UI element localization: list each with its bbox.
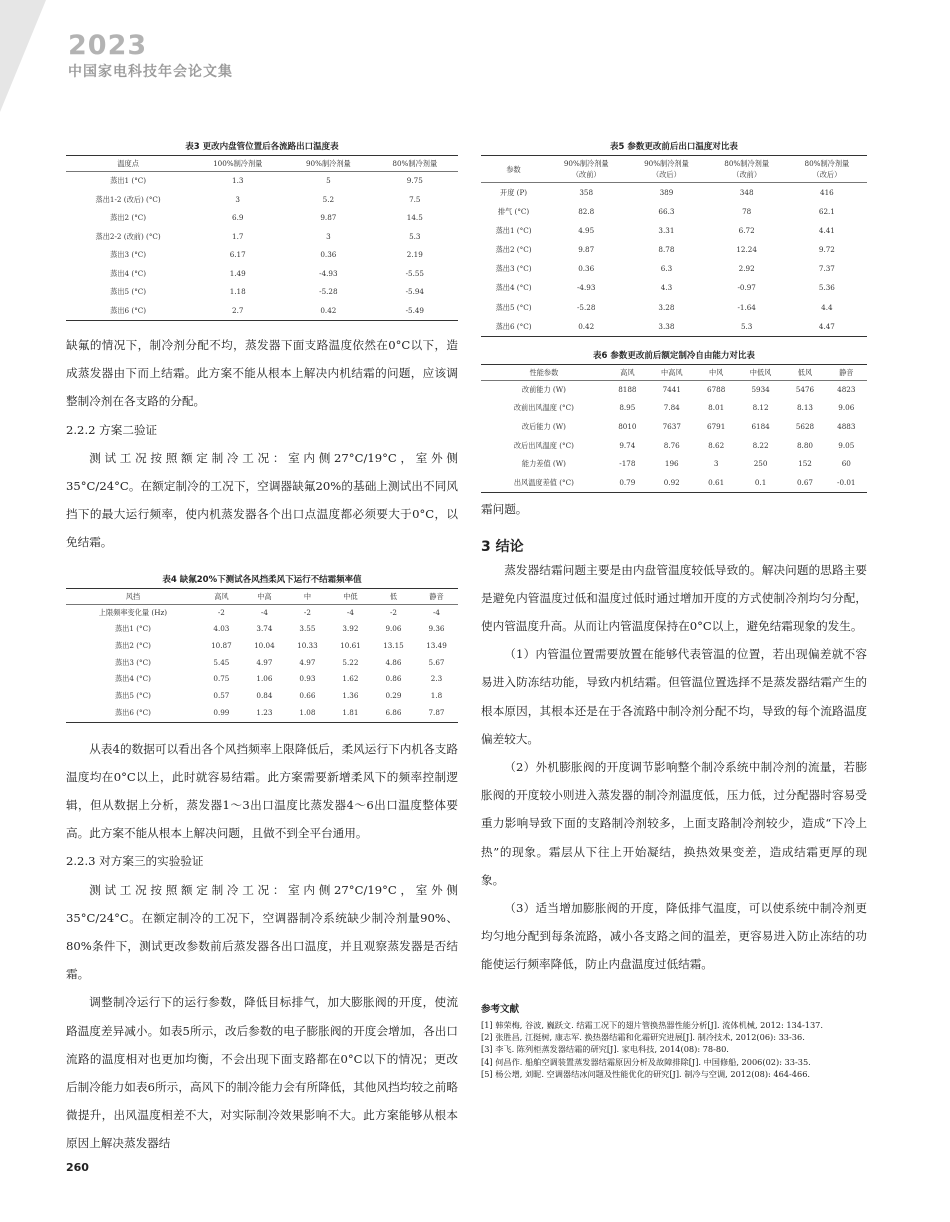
table-header-cell: 低 bbox=[372, 588, 415, 604]
table-header-cell: 80%制冷剂量 （改前） bbox=[707, 156, 787, 183]
table-cell: 3.38 bbox=[626, 317, 706, 337]
table-header-cell: 高风 bbox=[607, 364, 648, 380]
table-cell: 3 bbox=[326, 231, 331, 241]
table-cell: 0.36 bbox=[320, 250, 337, 259]
paragraph: 测试工况按照额定制冷工况：室内侧27°C/19°C，室外侧35°C/24°C。在额定制冷的工况下，空调器缺氟20%的基础上测试出不同风挡下的最大运行频率，使内机蒸发器各个出口点温度都必须要大于0°C，以免结霜。 bbox=[66, 450, 458, 550]
heading-2-2-2: 2.2.2 方案二验证 bbox=[66, 422, 158, 437]
table-cell: 8.01 bbox=[708, 403, 725, 413]
table-header-cell: 温度点 bbox=[66, 156, 190, 172]
paragraph: （3）适当增加膨胀阀的开度，降低排气温度，可以使系统中制冷剂更均匀地分配到每条流路，减小各支路之间的温差，更容易进入防止冻结的功能使运行频率降低，防止内盘温度过低结霜。 bbox=[481, 900, 867, 972]
table-row bbox=[66, 671, 458, 688]
table-cell: 6.9 bbox=[232, 213, 244, 222]
reference-item: [3] 李飞. 陈列柜蒸发器结霜的研究[J]. 家电科技, 2014(08): 78-80. bbox=[481, 1044, 729, 1055]
table-cell: 6.17 bbox=[229, 250, 246, 259]
table-cell: 蒸出1 (°C) bbox=[495, 226, 532, 236]
table-cell: -0.97 bbox=[737, 283, 756, 293]
table-cell: 8.13 bbox=[796, 403, 813, 413]
table-header-cell: 80%制冷剂量 bbox=[372, 156, 458, 172]
table-cell: 改前能力 (W) bbox=[521, 384, 566, 394]
paragraph: （1）内管温位置需要放置在能够代表管温的位置，若出现偏差就不容易进入防冻结功能，导致内机结霜。但管温位置选择不是蒸发器结霜产生的根本原因，其根本还是在于各流路中制冷剂分配不均，导致的每个流路温度偏差较大。 bbox=[481, 647, 867, 746]
table5-caption: 表5 参数更改前后出口温度对比表 bbox=[610, 142, 738, 152]
table-cell: 1.36 bbox=[342, 691, 359, 701]
table-cell: 1.49 bbox=[229, 268, 246, 278]
table-cell: 0.57 bbox=[213, 691, 230, 701]
table-cell: 6184 bbox=[751, 421, 770, 431]
table-header-cell: 静音 bbox=[826, 364, 867, 380]
table-cell: 1.23 bbox=[243, 705, 286, 722]
table-cell: 4.3 bbox=[660, 283, 673, 293]
table-cell: 4823 bbox=[837, 384, 856, 394]
table-cell: 3.31 bbox=[658, 226, 675, 236]
paragraph-continuation: 霜问题。 bbox=[481, 502, 528, 517]
table-cell: -1.64 bbox=[737, 302, 756, 312]
reference-item: [4] 何昌作. 船舶空调装置蒸发器结霜原因分析及故障排除[J]. 中国修船, 2006(02): 33-35. bbox=[481, 1056, 811, 1067]
table-row bbox=[481, 437, 867, 456]
table-cell: 5.3 bbox=[409, 231, 421, 241]
table-row bbox=[481, 474, 867, 493]
paragraph: （2）外机膨胀阀的开度调节影响整个制冷系统中制冷剂的流量，若膨胀阀的开度较小则进入蒸发器的制冷剂温度低，压力低，过分配器时容易受重力影响导致下面的支路制冷剂较多，上面支路制冷剂较少，造成“下冷上热”的现象。霜层从下往上开始凝结，换热效果变差，造成结霜更厚的现象。 bbox=[481, 759, 867, 887]
table-cell: 8.62 bbox=[708, 440, 725, 450]
table-cell: 3.28 bbox=[658, 302, 675, 312]
table-cell: 蒸出3 (°C) bbox=[110, 250, 147, 259]
table-cell: 4.97 bbox=[256, 657, 273, 667]
table-cell: 6791 bbox=[707, 421, 726, 431]
table-cell: 蒸出5 (°C) bbox=[495, 302, 532, 312]
table-header-cell: 低风 bbox=[784, 364, 825, 380]
table-cell: 10.87 bbox=[211, 641, 232, 651]
table-cell: -4 bbox=[432, 607, 440, 617]
section-3-title: 3 结论 bbox=[481, 538, 524, 555]
table-cell: 78 bbox=[742, 207, 752, 217]
table-cell: 0.66 bbox=[299, 691, 316, 701]
table-cell: 5476 bbox=[795, 384, 815, 394]
table-cell: 4.97 bbox=[299, 657, 316, 667]
table-cell: 4.41 bbox=[818, 226, 835, 236]
table-cell: 0.1 bbox=[737, 474, 785, 493]
table-cell: 2.7 bbox=[190, 302, 285, 321]
table-header-cell: 90%制冷剂量 bbox=[285, 156, 371, 172]
table-cell: 7.37 bbox=[818, 264, 835, 274]
table-header-cell: 风挡 bbox=[66, 588, 200, 604]
table-cell: 5.45 bbox=[213, 657, 230, 667]
table-row bbox=[66, 655, 458, 672]
table-cell: 改前出风温度 (°C) bbox=[513, 403, 574, 413]
table-cell: -5.28 bbox=[319, 287, 338, 296]
table-row bbox=[481, 221, 867, 240]
table-cell: 152 bbox=[798, 459, 812, 469]
table-cell: 250 bbox=[753, 459, 768, 469]
table-cell: 5628 bbox=[795, 421, 815, 431]
table-cell: 416 bbox=[820, 188, 834, 197]
table-cell: 蒸出6 (°C) bbox=[481, 317, 546, 337]
table-cell: 0.84 bbox=[256, 691, 273, 701]
table-header-cell: 中高风 bbox=[648, 364, 696, 380]
table-cell: 5.2 bbox=[322, 194, 335, 204]
table-cell: 0.61 bbox=[696, 474, 737, 493]
table-cell: 1.7 bbox=[232, 231, 244, 241]
table-cell: 9.87 bbox=[320, 213, 337, 222]
reference-item: [1] 韩荣梅, 谷波, 巍跃文. 结霜工况下的翅片管换热器性能分析[J]. 流体机械, 2012: 134-137. bbox=[481, 1019, 823, 1030]
table-cell: 9.36 bbox=[428, 624, 445, 634]
table-cell: 0.36 bbox=[578, 264, 595, 274]
table-cell: 0.86 bbox=[385, 674, 402, 684]
table-cell: 蒸出2 (°C) bbox=[114, 641, 151, 651]
page-number: 260 bbox=[66, 1161, 89, 1174]
table-cell: 9.75 bbox=[406, 176, 423, 185]
table-row bbox=[66, 172, 458, 191]
table-cell: 14.5 bbox=[406, 213, 423, 222]
table-row bbox=[481, 240, 867, 259]
table-cell: 6.3 bbox=[660, 264, 673, 274]
table4-caption: 表4 缺氟20%下测试各风挡柔风下运行不结霜频率值 bbox=[162, 574, 362, 585]
table-row bbox=[66, 604, 458, 621]
table-cell: 13.49 bbox=[426, 641, 447, 651]
table-cell: 6.72 bbox=[738, 226, 755, 236]
right-column bbox=[481, 140, 867, 1081]
table-cell: 13.15 bbox=[383, 641, 404, 651]
table-cell: 1.18 bbox=[229, 287, 246, 296]
table-header-cell: 中 bbox=[286, 588, 329, 604]
header-year: 2023 bbox=[68, 30, 148, 61]
paragraph: 蒸发器结霜问题主要是由内盘管温度较低导致的。解决问题的思路主要是避免内管温度过低和温度过低时通过增加开度的方式使制冷剂均匀分配，使内管温度升高。从而让内管温度保持在0°C以上，避免结霜现象的发生。 bbox=[481, 562, 867, 633]
table-row bbox=[66, 283, 458, 302]
table-cell: 7441 bbox=[662, 384, 681, 394]
table-header-cell: 中低 bbox=[329, 588, 372, 604]
table-cell: 7.87 bbox=[415, 705, 458, 722]
table-row bbox=[66, 302, 458, 321]
table-cell: 2.3 bbox=[430, 674, 443, 684]
table-header-cell: 静音 bbox=[415, 588, 458, 604]
table-row bbox=[481, 278, 867, 297]
paragraph: 测试工况按照额定制冷工况：室内侧27°C/19°C，室外侧35°C/24°C。在额定制冷的工况下，空调器制冷系统缺少制冷剂量90%、80%条件下，测试更改参数前后蒸发器各出口温度，并且观察蒸发器是否结霜。 bbox=[66, 882, 458, 982]
table-cell: 蒸出4 (°C) bbox=[114, 674, 151, 684]
table-cell: 3.55 bbox=[299, 624, 316, 634]
table-cell: 1.81 bbox=[329, 705, 372, 722]
table-cell: 上限频率变化量 (Hz) bbox=[98, 607, 168, 617]
table-cell: 5.36 bbox=[818, 283, 835, 293]
table-cell: 0.92 bbox=[648, 474, 696, 493]
table-cell: 3 bbox=[235, 194, 240, 204]
table-cell: -4.93 bbox=[577, 283, 596, 293]
table-header-cell: 高风 bbox=[200, 588, 243, 604]
table-cell: 8.80 bbox=[796, 440, 813, 450]
table-cell: 8.78 bbox=[658, 245, 675, 255]
table-cell: -0.01 bbox=[826, 474, 867, 493]
table-cell: 蒸出1-2 (改后) (°C) bbox=[95, 194, 161, 204]
table-cell: 1.06 bbox=[256, 674, 273, 684]
table-cell: 4.47 bbox=[787, 317, 867, 337]
table-row bbox=[66, 638, 458, 655]
paragraph: 从表4的数据可以看出各个风挡频率上限降低后，柔风运行下内机各支路温度均在0°C以上，此时就容易结霜。此方案需要新增柔风下的频率控制逻辑，但从数据上分析，蒸发器1～3出口温度比蒸发器4～6出口温度整体要高。此方案不能从根本上解决问题，且做不到全平台通用。 bbox=[66, 741, 458, 841]
table-cell: 蒸出2 (°C) bbox=[110, 213, 147, 222]
table-cell: -5.28 bbox=[577, 302, 596, 312]
table-cell: 5.22 bbox=[342, 657, 359, 667]
table-cell: 3.92 bbox=[342, 624, 359, 634]
table-row bbox=[66, 621, 458, 638]
table-row bbox=[481, 418, 867, 437]
table-cell: 3 bbox=[713, 459, 719, 469]
table-cell: 10.04 bbox=[254, 641, 275, 651]
table-cell: 5934 bbox=[751, 384, 770, 394]
table-cell: 9.87 bbox=[578, 245, 595, 255]
table6 bbox=[481, 364, 867, 494]
left-column bbox=[66, 140, 458, 1158]
table-row bbox=[66, 228, 458, 247]
table-cell: 0.99 bbox=[200, 705, 243, 722]
table-cell: 8.12 bbox=[752, 403, 769, 413]
table-cell: 3.74 bbox=[256, 624, 273, 634]
table-cell: 出风温度差值 (°C) bbox=[481, 474, 607, 493]
reference-item: [5] 杨公增, 刘昵. 空调器结冰问题及性能优化的研究[J]. 制冷与空调, 2012(08): 464-466. bbox=[481, 1069, 811, 1080]
table-cell: 9.06 bbox=[385, 624, 402, 634]
table-cell: 9.74 bbox=[619, 440, 636, 450]
table3-caption: 表3 更改内盘管位置后各流路出口温度表 bbox=[185, 142, 339, 152]
reference-item: [2] 张胜昌, 江挺树, 康志军. 换热器结霜和化霜研究进展[J]. 制冷技术, 2012(06): 33-36. bbox=[481, 1031, 805, 1042]
table-cell: 2.19 bbox=[406, 250, 423, 259]
table-cell: 蒸出3 (°C) bbox=[114, 657, 151, 667]
table-cell: 4.03 bbox=[213, 624, 230, 634]
table-cell: 开度 (P) bbox=[500, 188, 528, 197]
table-cell: 389 bbox=[659, 188, 674, 197]
table-cell: 0.75 bbox=[213, 674, 230, 684]
table-cell: -5.94 bbox=[405, 287, 424, 296]
table-cell: 排气 (°C) bbox=[497, 207, 530, 217]
table-cell: 蒸出6 (°C) bbox=[66, 302, 190, 321]
table-cell: 66.3 bbox=[658, 207, 675, 217]
table-row bbox=[481, 183, 867, 203]
table-cell: 9.72 bbox=[818, 245, 835, 255]
table-row bbox=[481, 380, 867, 399]
table-cell: 7637 bbox=[662, 421, 681, 431]
heading-2-2-3: 2.2.3 对方案三的实验验证 bbox=[66, 854, 204, 869]
table-cell: 0.29 bbox=[385, 691, 402, 701]
table-cell: -4 bbox=[260, 607, 268, 617]
table-row bbox=[66, 191, 458, 210]
table-cell: 蒸出5 (°C) bbox=[110, 287, 147, 296]
table-cell: 62.1 bbox=[818, 207, 835, 217]
table-cell: 1.8 bbox=[430, 691, 443, 701]
table-cell: 蒸出1 (°C) bbox=[114, 624, 151, 634]
references-title: 参考文献 bbox=[481, 1003, 520, 1015]
table-cell: 12.24 bbox=[736, 245, 757, 255]
table-header-cell: 中风 bbox=[696, 364, 737, 380]
table-cell: -4 bbox=[346, 607, 354, 617]
table-cell: 4.86 bbox=[385, 657, 402, 667]
table-cell: 6.86 bbox=[372, 705, 415, 722]
table-cell: -4.93 bbox=[319, 268, 338, 278]
table-cell: 6788 bbox=[707, 384, 726, 394]
table-header-cell: 参数 bbox=[481, 156, 546, 183]
table-header-cell: 中低风 bbox=[737, 364, 785, 380]
table-cell: 1.3 bbox=[232, 176, 244, 185]
table-cell: -178 bbox=[619, 459, 636, 469]
table-cell: 1.62 bbox=[342, 674, 359, 684]
references-list bbox=[481, 1019, 867, 1081]
table-cell: 蒸出4 (°C) bbox=[495, 283, 532, 293]
table-cell: 82.8 bbox=[578, 207, 595, 217]
table-cell: -5.49 bbox=[372, 302, 458, 321]
table-cell: 5.3 bbox=[707, 317, 787, 337]
table-row bbox=[481, 298, 867, 317]
table-row bbox=[481, 399, 867, 418]
table-cell: 蒸出2 (°C) bbox=[495, 245, 532, 255]
table-row bbox=[66, 265, 458, 284]
table-cell: 能力差值 (W) bbox=[521, 459, 566, 469]
table-row bbox=[66, 246, 458, 265]
table-header-cell: 中高 bbox=[243, 588, 286, 604]
table-cell: 9.06 bbox=[838, 403, 855, 413]
table-header-cell: 80%制冷剂量 （改后） bbox=[787, 156, 867, 183]
table-row bbox=[66, 705, 458, 722]
table-cell: 5 bbox=[326, 176, 331, 185]
table-cell: 蒸出5 (°C) bbox=[114, 691, 151, 701]
table-row bbox=[481, 455, 867, 474]
table-cell: -5.55 bbox=[405, 268, 424, 278]
table-cell: 蒸出6 (°C) bbox=[66, 705, 200, 722]
table-cell: 4.95 bbox=[578, 226, 595, 236]
table-header-cell: 90%制冷剂量 （改前） bbox=[546, 156, 626, 183]
table-cell: 5.67 bbox=[428, 657, 445, 667]
table-cell: 8.95 bbox=[619, 403, 636, 413]
table-cell: 10.61 bbox=[340, 641, 361, 651]
table-header-cell: 100%制冷剂量 bbox=[190, 156, 285, 172]
table-cell: 2.92 bbox=[738, 264, 755, 274]
table-cell: 7.5 bbox=[409, 194, 421, 204]
table-header-cell: 90%制冷剂量 （改后） bbox=[626, 156, 706, 183]
table-cell: 蒸出3 (°C) bbox=[495, 264, 532, 274]
table-cell: -2 bbox=[303, 607, 311, 617]
table-cell: 8010 bbox=[618, 421, 637, 431]
table-cell: 4883 bbox=[837, 421, 856, 431]
header-title: 中国家电科技年会论文集 bbox=[68, 64, 233, 80]
table-cell: 4.4 bbox=[821, 302, 833, 312]
table-cell: 1.08 bbox=[286, 705, 329, 722]
table-cell: 348 bbox=[739, 188, 754, 197]
table-cell: 蒸出2-2 (改前) (°C) bbox=[95, 231, 161, 241]
table-cell: 改后能力 (W) bbox=[521, 421, 566, 431]
table-cell: 蒸出1 (°C) bbox=[110, 176, 147, 185]
table-row bbox=[66, 688, 458, 705]
table-cell: 0.93 bbox=[299, 674, 316, 684]
table-cell: 8.22 bbox=[752, 440, 769, 450]
table-cell: 0.67 bbox=[784, 474, 825, 493]
paragraph: 调整制冷运行下的运行参数，降低目标排气，加大膨胀阀的开度，使流路温度差异减小。如表5所示，改后参数的电子膨胀阀的开度会增加，各出口流路的温度相对也更加均衡，不会出现下面支路都在0°C以下的情况；更改后制冷能力如表6所示，高风下的制冷能力会有所降低，其他风挡均较之前略微提升，出风温度相差不大，对实际制冷效果影响不大。此方案能够从根本原因上解决蒸发器结 bbox=[66, 995, 458, 1151]
table-cell: 8188 bbox=[618, 384, 637, 394]
table-cell: 改后出风温度 (°C) bbox=[513, 440, 574, 450]
table-header-cell: 性能参数 bbox=[481, 364, 607, 380]
table-cell: 0.42 bbox=[546, 317, 626, 337]
table-cell: 10.33 bbox=[297, 641, 318, 651]
table-cell: 7.84 bbox=[663, 403, 680, 413]
table6-caption: 表6 参数更改前后额定制冷自由能力对比表 bbox=[593, 350, 755, 361]
table4 bbox=[66, 588, 458, 723]
table-cell: -2 bbox=[389, 607, 397, 617]
table-row bbox=[481, 202, 867, 221]
table-cell: 蒸出4 (°C) bbox=[110, 268, 147, 278]
table5 bbox=[481, 155, 867, 337]
table-cell: 358 bbox=[579, 188, 594, 197]
paragraph: 缺氟的情况下，制冷剂分配不均，蒸发器下面支路温度依然在0°C以下，造成蒸发器由下而上结霜。此方案不能从根本上解决内机结霜的问题，应该调整制冷剂在各支路的分配。 bbox=[66, 338, 458, 409]
page-corner-decoration bbox=[0, 0, 46, 112]
table-cell: 9.05 bbox=[838, 440, 855, 450]
table-cell: -2 bbox=[217, 607, 225, 617]
table-cell: 0.79 bbox=[607, 474, 648, 493]
table3 bbox=[66, 155, 458, 321]
table-row bbox=[481, 317, 867, 337]
table-row bbox=[481, 259, 867, 278]
table-cell: 60 bbox=[841, 459, 851, 469]
table-row bbox=[66, 209, 458, 228]
table-cell: 196 bbox=[664, 459, 679, 469]
table-cell: 0.42 bbox=[285, 302, 371, 321]
table-cell: 8.76 bbox=[663, 440, 680, 450]
